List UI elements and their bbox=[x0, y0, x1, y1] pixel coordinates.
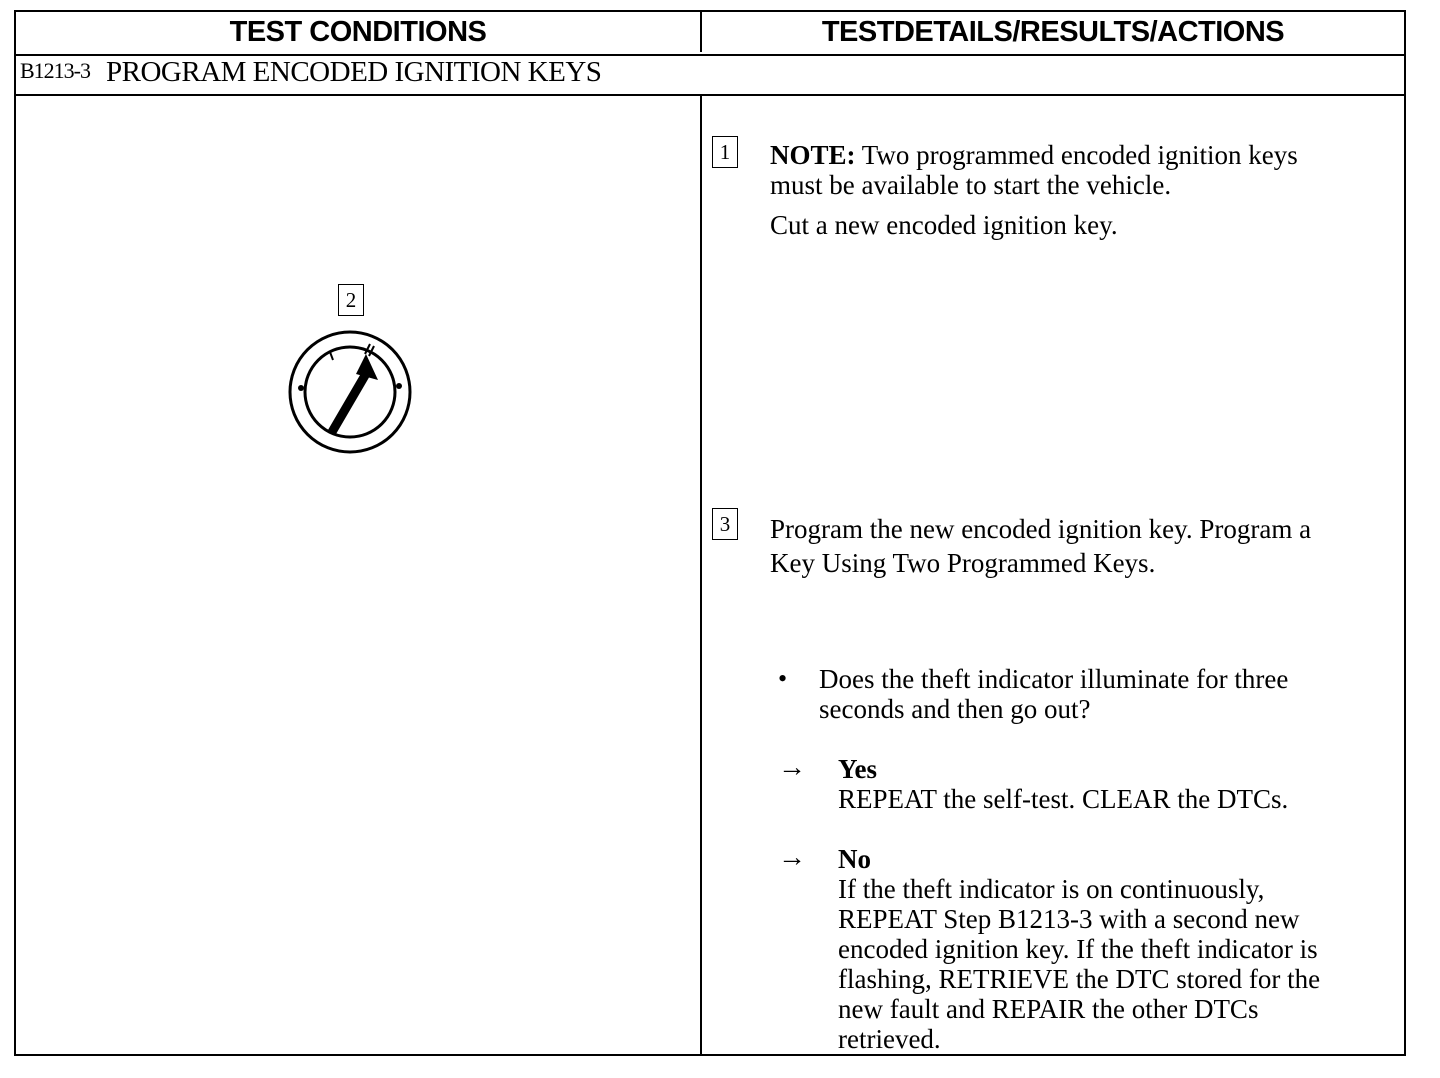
program-line-2: Key Using Two Programmed Keys. bbox=[770, 548, 1156, 578]
yes-label: Yes bbox=[838, 754, 877, 784]
question-line-1: Does the theft indicator illuminate for three bbox=[819, 664, 1289, 694]
callout-2: 2 bbox=[338, 284, 364, 316]
test-table bbox=[14, 10, 1406, 1056]
column-divider-body bbox=[700, 96, 702, 1056]
no-line-2: REPEAT Step B1213-3 with a second new bbox=[838, 904, 1300, 934]
note-text-1: Two programmed encoded ignition keys bbox=[861, 140, 1298, 170]
step-title: PROGRAM ENCODED IGNITION KEYS bbox=[106, 56, 602, 88]
arrow-right-icon: → bbox=[778, 842, 806, 873]
step-id: B1213-3 bbox=[20, 58, 90, 83]
no-line-3: encoded ignition key. If the theft indicator is bbox=[838, 934, 1318, 964]
program-line-1: Program the new encoded ignition key. Program a bbox=[770, 514, 1312, 544]
bullet-icon: • bbox=[778, 664, 788, 693]
cut-key-text: Cut a new encoded ignition key. bbox=[770, 210, 1118, 240]
no-line-5: new fault and REPAIR the other DTCs bbox=[838, 994, 1259, 1024]
arrow-right-icon: → bbox=[778, 752, 806, 783]
header-test-conditions: TEST CONDITIONS bbox=[229, 16, 487, 48]
no-line-6: retrieved. bbox=[838, 1024, 941, 1054]
callout-3: 3 bbox=[712, 508, 738, 540]
header-row bbox=[16, 12, 1404, 56]
question-line-2: seconds and then go out? bbox=[819, 694, 1091, 724]
note-line-1 bbox=[770, 140, 1298, 170]
note-line-2: must be available to start the vehicle. bbox=[770, 170, 1172, 200]
no-line-4: flashing, RETRIEVE the DTC stored for the bbox=[838, 964, 1321, 994]
step-row bbox=[16, 54, 1404, 96]
note-label: NOTE: bbox=[770, 140, 856, 170]
ignition-switch-icon bbox=[284, 328, 416, 460]
no-line-1: If the theft indicator is on continuously, bbox=[838, 874, 1265, 904]
header-test-details: TESTDETAILS/RESULTS/ACTIONS bbox=[821, 16, 1285, 48]
callout-1: 1 bbox=[712, 136, 738, 168]
yes-action: REPEAT the self-test. CLEAR the DTCs. bbox=[838, 784, 1289, 814]
no-label: No bbox=[838, 844, 871, 874]
